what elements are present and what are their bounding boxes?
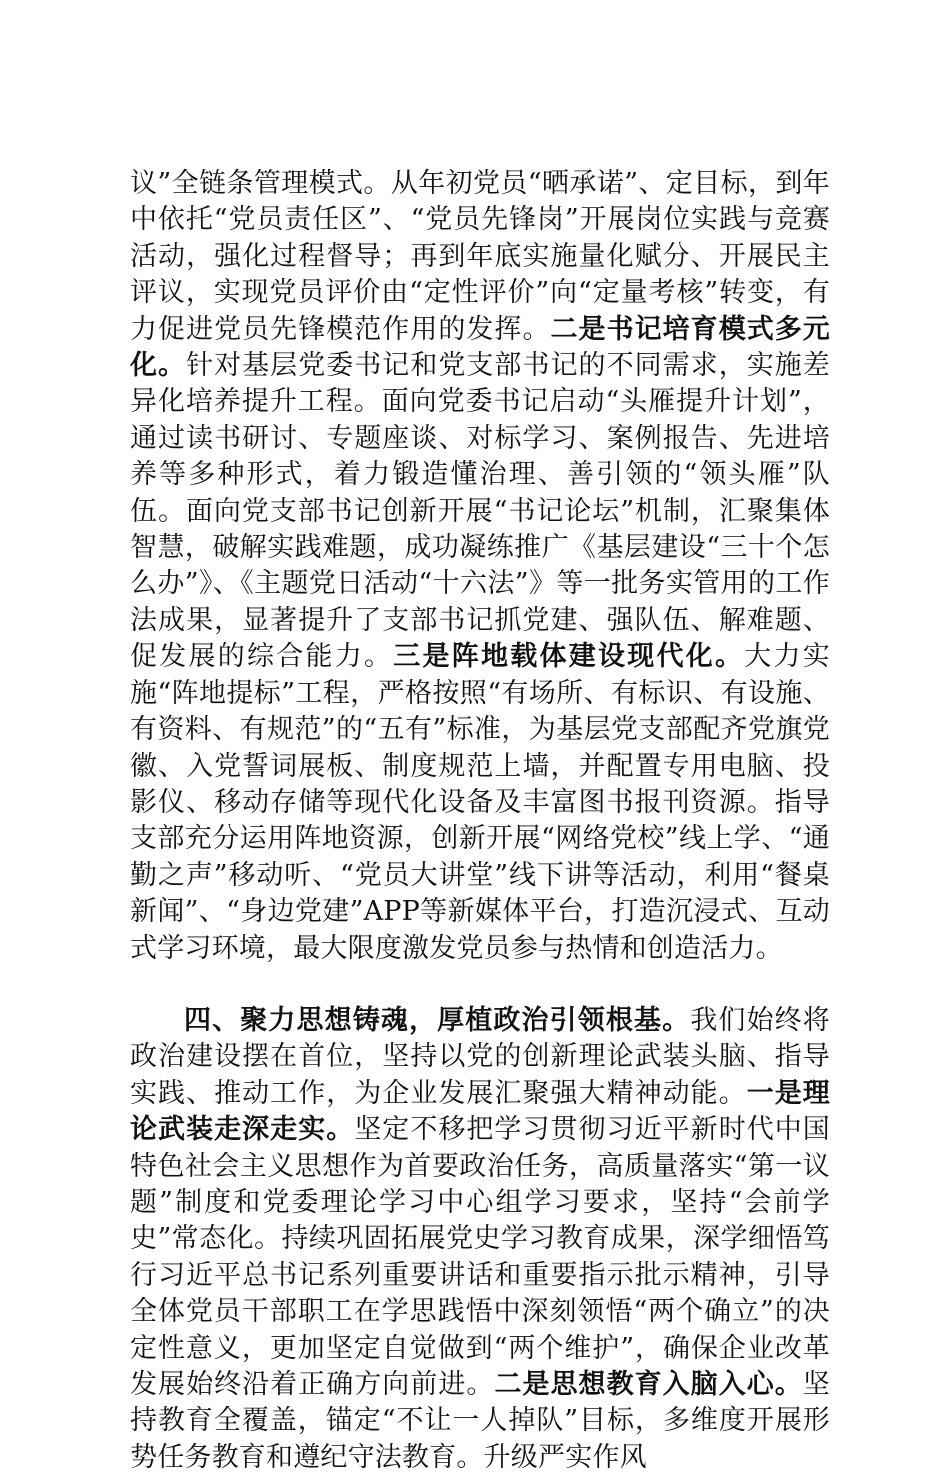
- paragraph-ideological-guidance: [130, 1003, 830, 1476]
- paragraph-text: 坚持教育全覆盖，锚定“不让一人掉队”目标，多维度开展形势任务教育和遵纪守法教育。升级严实作风: [130, 1369, 830, 1473]
- section-heading-four: 四、聚力思想铸魂，厚植政治引领根基。: [184, 1004, 691, 1036]
- paragraph-text: 针对基层党委书记和党支部书记的不同需求，实施差异化培养提升工程。面向党委书记启动“头雁提升计划”，通过读书研讨、专题座谈、对标学习、案例报告、先进培养等多种形式，着力锻造懂治理、善引领的“领头雁”队伍。面向党支部书记创新开展“书记论坛”机制，汇聚集体智慧，破解实践难题，成功凝练推广《基层建设“三十个怎么办”》、《主题党日活动“十六法”》等一批务实管用的工作法成果，显著提升了支部书记抓党建、强队伍、解难题、促发展的综合能力。: [130, 350, 830, 673]
- bold-heading-secretary-training: 二是书记培育模式多元化。: [130, 313, 830, 382]
- document-body: [130, 166, 830, 1476]
- paragraph-text: 大力实施“阵地提标”工程，严格按照“有场所、有标识、有设施、有资料、有规范”的“五有”标准，为基层党支部配齐党旗党徽、入党誓词展板、制度规范上墙，并配置专用电脑、投影仪、移动存储等现代化设备及丰富图书报刊资源。指导支部充分运用阵地资源，创新开展“网络党校”线上学、“通勤之声”移动听、“党员大讲堂”线下讲等活动，利用“餐桌新闻”、“身边党建”APP等新媒体平台，打造沉浸式、互动式学习环境，最大限度激发党员参与热情和创造活力。: [130, 641, 830, 964]
- bold-heading-theory-study: 一是理论武装走深走实。: [130, 1077, 830, 1146]
- paragraph-text: 我们始终将政治建设摆在首位，坚持以党的创新理论武装头脑、指导实践、推动工作，为企业发展汇聚强大精神动能。: [130, 1004, 831, 1109]
- bold-heading-position-carrier: 三是阵地载体建设现代化。: [393, 641, 745, 673]
- paragraph-spacer: [130, 967, 830, 1003]
- paragraph-party-member-management: [130, 166, 830, 967]
- paragraph-text: 议”全链条管理模式。从年初党员“晒承诺”、定目标，到年中依托“党员责任区”、“党员先锋岗”开展岗位实践与竞赛活动，强化过程督导；再到年底实施量化赋分、开展民主评议，实现党员评价由“定性评价”向“定量考核”转变，有力促进党员先锋模范作用的发挥。: [130, 168, 830, 345]
- bold-heading-ideological-education: 二是思想教育入脑入心。: [494, 1369, 803, 1400]
- paragraph-text: 坚定不移把学习贯彻习近平新时代中国特色社会主义思想作为首要政治任务，高质量落实“第一议题”制度和党委理论学习中心组学习要求，坚持“会前学史”常态化。持续巩固拓展党史学习教育成果，深学细悟笃行习近平总书记系列重要讲话和重要指示批示精神，引导全体党员干部职工在学思践悟中深刻领悟“两个确立”的决定性意义，更加坚定自觉做到“两个维护”，确保企业改革发展始终沿着正确方向前进。: [130, 1114, 830, 1400]
